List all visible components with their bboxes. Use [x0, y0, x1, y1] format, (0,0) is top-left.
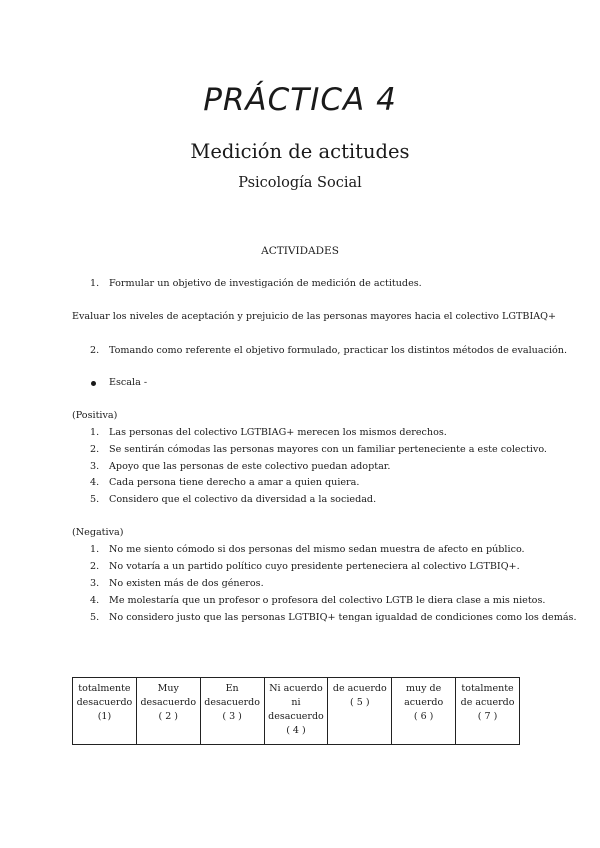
scale-option-6	[392, 678, 456, 745]
activity-text: Formular un objetivo de investigación de medición de actitudes.	[109, 278, 422, 289]
table-row	[73, 678, 520, 745]
scale-option-label: totalmente de acuerdo	[460, 683, 515, 708]
scale-option-value: ( 3 )	[222, 711, 242, 722]
negative-label: (Negativa)	[72, 527, 124, 538]
list-item: No votaría a un partido político cuyo presidente perteneciera al colectivo LGTBIQ+.	[109, 561, 520, 572]
scale-option-label: de acuerdo	[332, 683, 387, 694]
bullet-icon	[91, 381, 96, 386]
document-subtitle: Medición de actitudes	[190, 140, 410, 163]
scale-option-label: Ni acuerdo ni desacuerdo	[268, 683, 324, 722]
list-item: Las personas del colectivo LGTBIAG+ merecen los mismos derechos.	[109, 427, 447, 438]
scale-option-1	[73, 678, 137, 745]
scale-option-5	[328, 678, 392, 745]
scale-option-label: En desacuerdo	[204, 683, 260, 708]
list-item: Considero que el colectivo da diversidad a la sociedad.	[109, 494, 377, 505]
list-item-number: 3.	[90, 461, 100, 472]
method-bullet-text: Escala -	[109, 377, 148, 388]
list-item-number: 4.	[90, 595, 100, 606]
list-item-number: 1.	[90, 427, 100, 438]
scale-option-value: ( 5 )	[350, 697, 370, 708]
list-item: Se sentirán cómodas las personas mayores con un familiar perteneciente a este colectivo.	[109, 444, 547, 455]
list-item-number: 3.	[90, 578, 100, 589]
document-title: PRÁCTICA 4	[203, 82, 397, 118]
objective-text: Evaluar los niveles de aceptación y prejuicio de las personas mayores hacia el colectivo LGTBIAQ+	[72, 311, 557, 322]
list-item: Cada persona tiene derecho a amar a quien quiera.	[109, 477, 360, 488]
likert-scale-table	[72, 677, 520, 745]
scale-option-label: totalmente desacuerdo	[76, 683, 133, 708]
activity-number: 1.	[90, 278, 100, 289]
list-item: No existen más de dos géneros.	[109, 578, 264, 589]
list-item-number: 2.	[90, 444, 100, 455]
scale-option-3	[200, 678, 264, 745]
list-item: Apoyo que las personas de este colectivo puedan adoptar.	[109, 461, 391, 472]
course-name: Psicología Social	[238, 175, 362, 191]
list-item-number: 5.	[90, 612, 100, 623]
scale-option-value: (1)	[97, 711, 112, 722]
positive-label: (Positiva)	[72, 410, 118, 421]
activity-number: 2.	[90, 345, 100, 356]
list-item-number: 2.	[90, 561, 100, 572]
section-heading: ACTIVIDADES	[261, 245, 339, 257]
scale-option-value: ( 7 )	[477, 711, 498, 722]
list-item: No considero justo que las personas LGTBIQ+ tengan igualdad de condiciones como los demás.	[109, 612, 577, 623]
scale-option-2	[136, 678, 200, 745]
activity-text: Tomando como referente el objetivo formulado, practicar los distintos métodos de evaluación.	[109, 345, 568, 356]
scale-option-label: muy de acuerdo	[404, 683, 444, 708]
scale-option-value: ( 2 )	[158, 711, 179, 722]
list-item-number: 4.	[90, 477, 100, 488]
scale-option-label: Muy desacuerdo	[140, 683, 197, 708]
list-item-number: 5.	[90, 494, 100, 505]
list-item: No me siento cómodo si dos personas del mismo sedan muestra de afecto en público.	[109, 544, 525, 555]
scale-option-value: ( 4 )	[286, 725, 306, 736]
scale-option-value: ( 6 )	[413, 711, 434, 722]
scale-option-7	[456, 678, 520, 745]
list-item: Me molestaría que un profesor o profesora del colectivo LGTB le diera clase a mis nietos.	[109, 595, 546, 606]
scale-option-4	[264, 678, 328, 745]
list-item-number: 1.	[90, 544, 100, 555]
